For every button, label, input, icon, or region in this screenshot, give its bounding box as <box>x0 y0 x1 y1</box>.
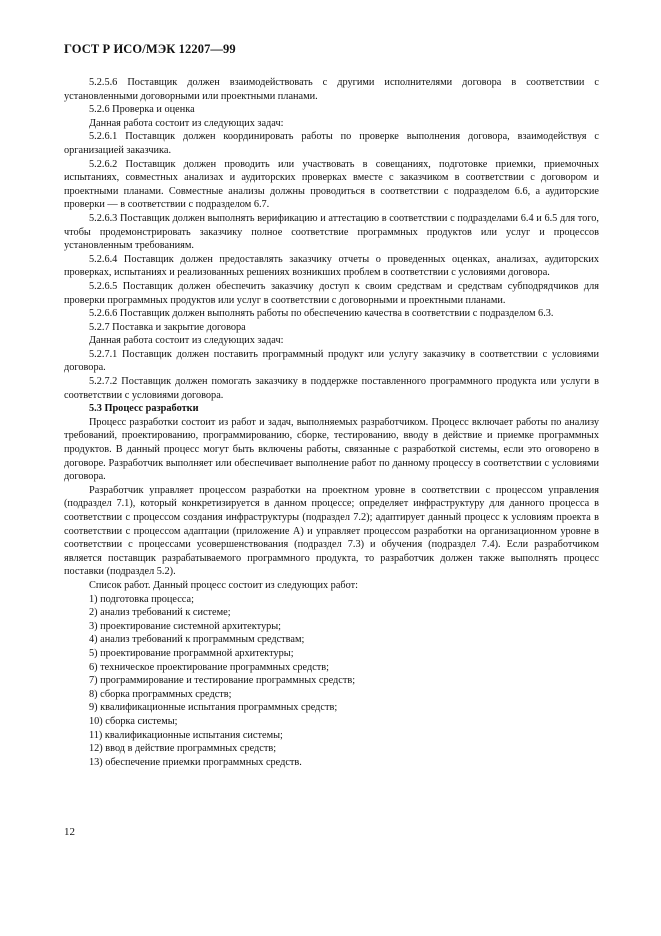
clause-5-2-7-1: 5.2.7.1 Поставщик должен поставить программный продукт или услугу заказчику в соответствии с условиями договора. <box>64 348 599 374</box>
paragraph: Разработчик управляет процессом разработки на проектном уровне в соответствии с процессом управления (подраздел 7.1), который конкретизируется в данном процессе; определяет инфраструктуру для данного процесса в соответствии с процессом создания инфраструктуры (подраздел 7.2); адаптирует данный процесс к условиям проекта в соответствии с процессом адаптации (приложение А) и управляет процессом разработки на организационном уровне в соответствии с процессами усовершенствования (подраздел 7.3) и обучения (подраздел 7.4). Если разработчиком является поставщик разрабатываемого программного продукта, то разработчик должен также выполнять процесс поставки (подраздел 5.2). <box>64 484 599 578</box>
list-item: 9) квалификационные испытания программных средств; <box>89 702 338 714</box>
list-item: 11) квалификационные испытания системы; <box>89 729 283 741</box>
list-item: 1) подготовка процесса; <box>89 593 194 605</box>
clause-5-2-6-2: 5.2.6.2 Поставщик должен проводить или участвовать в совещаниях, подготовке приемки, приемочных испытаниях, совместных анализах и аудиторских проверках вместе с заказчиком в соответствии с договором и проектными планами. Совместные анализы должны проводиться в соответствии с подразделом 6.6, а аудиторские проверки — в соответствии с подразделом 6.7. <box>64 158 599 211</box>
list-item: 4) анализ требований к программным средствам; <box>89 634 305 646</box>
section-5-3-heading: 5.3 Процесс разработки <box>89 403 199 415</box>
clause-5-2-6-3: 5.2.6.3 Поставщик должен выполнять верификацию и аттестацию в соответствии с подразделами 6.4 и 6.5 для того, чтобы продемонстрировать заказчику полное соответствие программных продуктов или услуг и процессов установленным требованиям. <box>64 212 599 252</box>
list-item: 13) обеспечение приемки программных средств. <box>89 756 302 768</box>
list-item: 10) сборка системы; <box>89 715 178 727</box>
list-item: 6) техническое проектирование программных средств; <box>89 661 329 673</box>
list-item: 2) анализ требований к системе; <box>89 607 231 619</box>
clause-5-2-7-2: 5.2.7.2 Поставщик должен помогать заказчику в поддержке поставленного программного продукта или услуги в соответствии с условиями договора. <box>64 376 599 401</box>
list-item: 8) сборка программных средств; <box>89 688 232 700</box>
document-body <box>64 76 599 769</box>
subsection-5-2-7-title: 5.2.7 Поставка и закрытие договора <box>89 321 246 333</box>
page-number: 12 <box>64 826 75 838</box>
clause-5-2-6-6: 5.2.6.6 Поставщик должен выполнять работы по обеспечению качества в соответствии с подразделом 6.3. <box>89 308 554 320</box>
clause-5-2-5-6: 5.2.5.6 Поставщик должен взаимодействовать с другими исполнителями договора в соответствии с установленными договорными или проектными планами. <box>64 77 599 102</box>
list-item: 12) ввод в действие программных средств; <box>89 743 277 755</box>
document-header: ГОСТ Р ИСО/МЭК 12207—99 <box>64 42 236 56</box>
clause-5-2-6-4: 5.2.6.4 Поставщик должен предоставлять заказчику отчеты о проведенных оценках, анализах, аудиторских проверках, испытаниях и реализованных решениях возникших проблем в соответствии с условиями договора. <box>64 253 599 279</box>
paragraph: Процесс разработки состоит из работ и задач, выполняемых разработчиком. Процесс включает работы по анализу требований, проектированию, программированию, сборке, тестированию, вводу в действие и приемке программных продуктов. В данный процесс могут быть включены работы, связанные с разработкой системы, если это оговорено в договоре. Разработчик выполняет или обеспечивает выполнение работ по данному процессу в соответствии с условиями договора. <box>64 416 599 483</box>
list-item: 5) проектирование программной архитектуры; <box>89 647 294 659</box>
work-list-intro: Список работ. Данный процесс состоит из следующих работ: <box>89 579 359 591</box>
clause-5-2-6-5: 5.2.6.5 Поставщик должен обеспечить заказчику доступ к своим средствам и средствам субподрядчиков для проверки программных продуктов или услуг в соответствии с договорными и проектными планами. <box>64 280 599 306</box>
tasks-intro: Данная работа состоит из следующих задач: <box>89 335 284 347</box>
clause-5-2-6-1: 5.2.6.1 Поставщик должен координировать работы по проверке выполнения договора, взаимодействуя с организацией заказчика. <box>64 131 599 156</box>
tasks-intro: Данная работа состоит из следующих задач: <box>89 117 284 129</box>
subsection-5-2-6-title: 5.2.6 Проверка и оценка <box>89 104 195 116</box>
list-item: 3) проектирование системной архитектуры; <box>89 620 282 632</box>
list-item: 7) программирование и тестирование программных средств; <box>89 675 356 687</box>
